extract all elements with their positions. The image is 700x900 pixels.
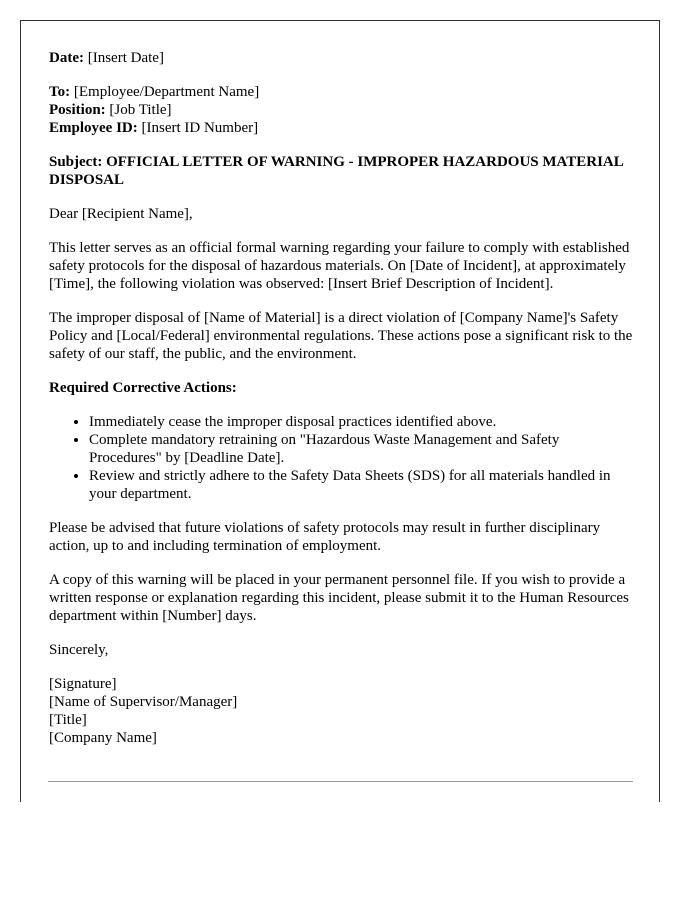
list-item: • Immediately cease the improper disposal practices identified above. [89, 413, 634, 431]
subject-line: Subject: OFFICIAL LETTER OF WARNING - IMPROPER HAZARDOUS MATERIAL DISPOSAL [49, 154, 623, 188]
list-item: • Complete mandatory retraining on "Hazardous Waste Management and Safety Procedures" by [Deadline Date]. [89, 431, 634, 467]
recipient-block [49, 83, 634, 137]
to-label: To: [49, 84, 71, 100]
employee-id-label: Employee ID: [49, 120, 138, 136]
position-label: Position: [49, 102, 106, 118]
paragraph-incident: This letter serves as an official formal warning regarding your failure to comply with established safety protocols for the disposal of hazardous materials. On [Date of Incident], at approximately [Time], the following violation was observed: [Insert Brief Description of Incident]. [49, 240, 630, 292]
date-value: [Insert Date] [87, 50, 164, 66]
salutation: Dear [Recipient Name], [49, 206, 193, 222]
sign-off: Sincerely, [49, 642, 109, 658]
letter-page [20, 20, 660, 802]
paragraph-violation: The improper disposal of [Name of Material] is a direct violation of [Company Name]'s Safety Policy and [Local/Federal] environmental regulations. These actions pose a significant risk to the safety of our staff, the public, and the environment. [49, 310, 633, 362]
date-line [49, 49, 634, 67]
paragraph-future-violations: Please be advised that future violations of safety protocols may result in further disciplinary action, up to and including termination of employment. [49, 520, 601, 554]
footer-divider [48, 781, 633, 782]
to-line [49, 83, 634, 101]
company-name: [Company Name] [49, 730, 157, 746]
list-item: • Review and strictly adhere to the Safety Data Sheets (SDS) for all materials handled in your department. [89, 467, 634, 503]
letter-content [49, 49, 634, 763]
paragraph-personnel-file: A copy of this warning will be placed in your permanent personnel file. If you wish to provide a written response or explanation regarding this incident, please submit it to the Human Resources department within [Number] days. [49, 572, 629, 624]
position-line [49, 101, 634, 119]
employee-id-line [49, 119, 634, 137]
signature-block [49, 675, 634, 747]
signature-line: [Signature] [49, 676, 117, 692]
employee-id-value: [Insert ID Number] [141, 120, 259, 136]
date-label: Date: [49, 50, 84, 66]
corrective-actions-list [49, 413, 634, 503]
to-value: [Employee/Department Name] [73, 84, 260, 100]
position-value: [Job Title] [109, 102, 172, 118]
supervisor-title: [Title] [49, 712, 87, 728]
supervisor-name: [Name of Supervisor/Manager] [49, 694, 238, 710]
actions-heading: Required Corrective Actions: [49, 380, 237, 396]
